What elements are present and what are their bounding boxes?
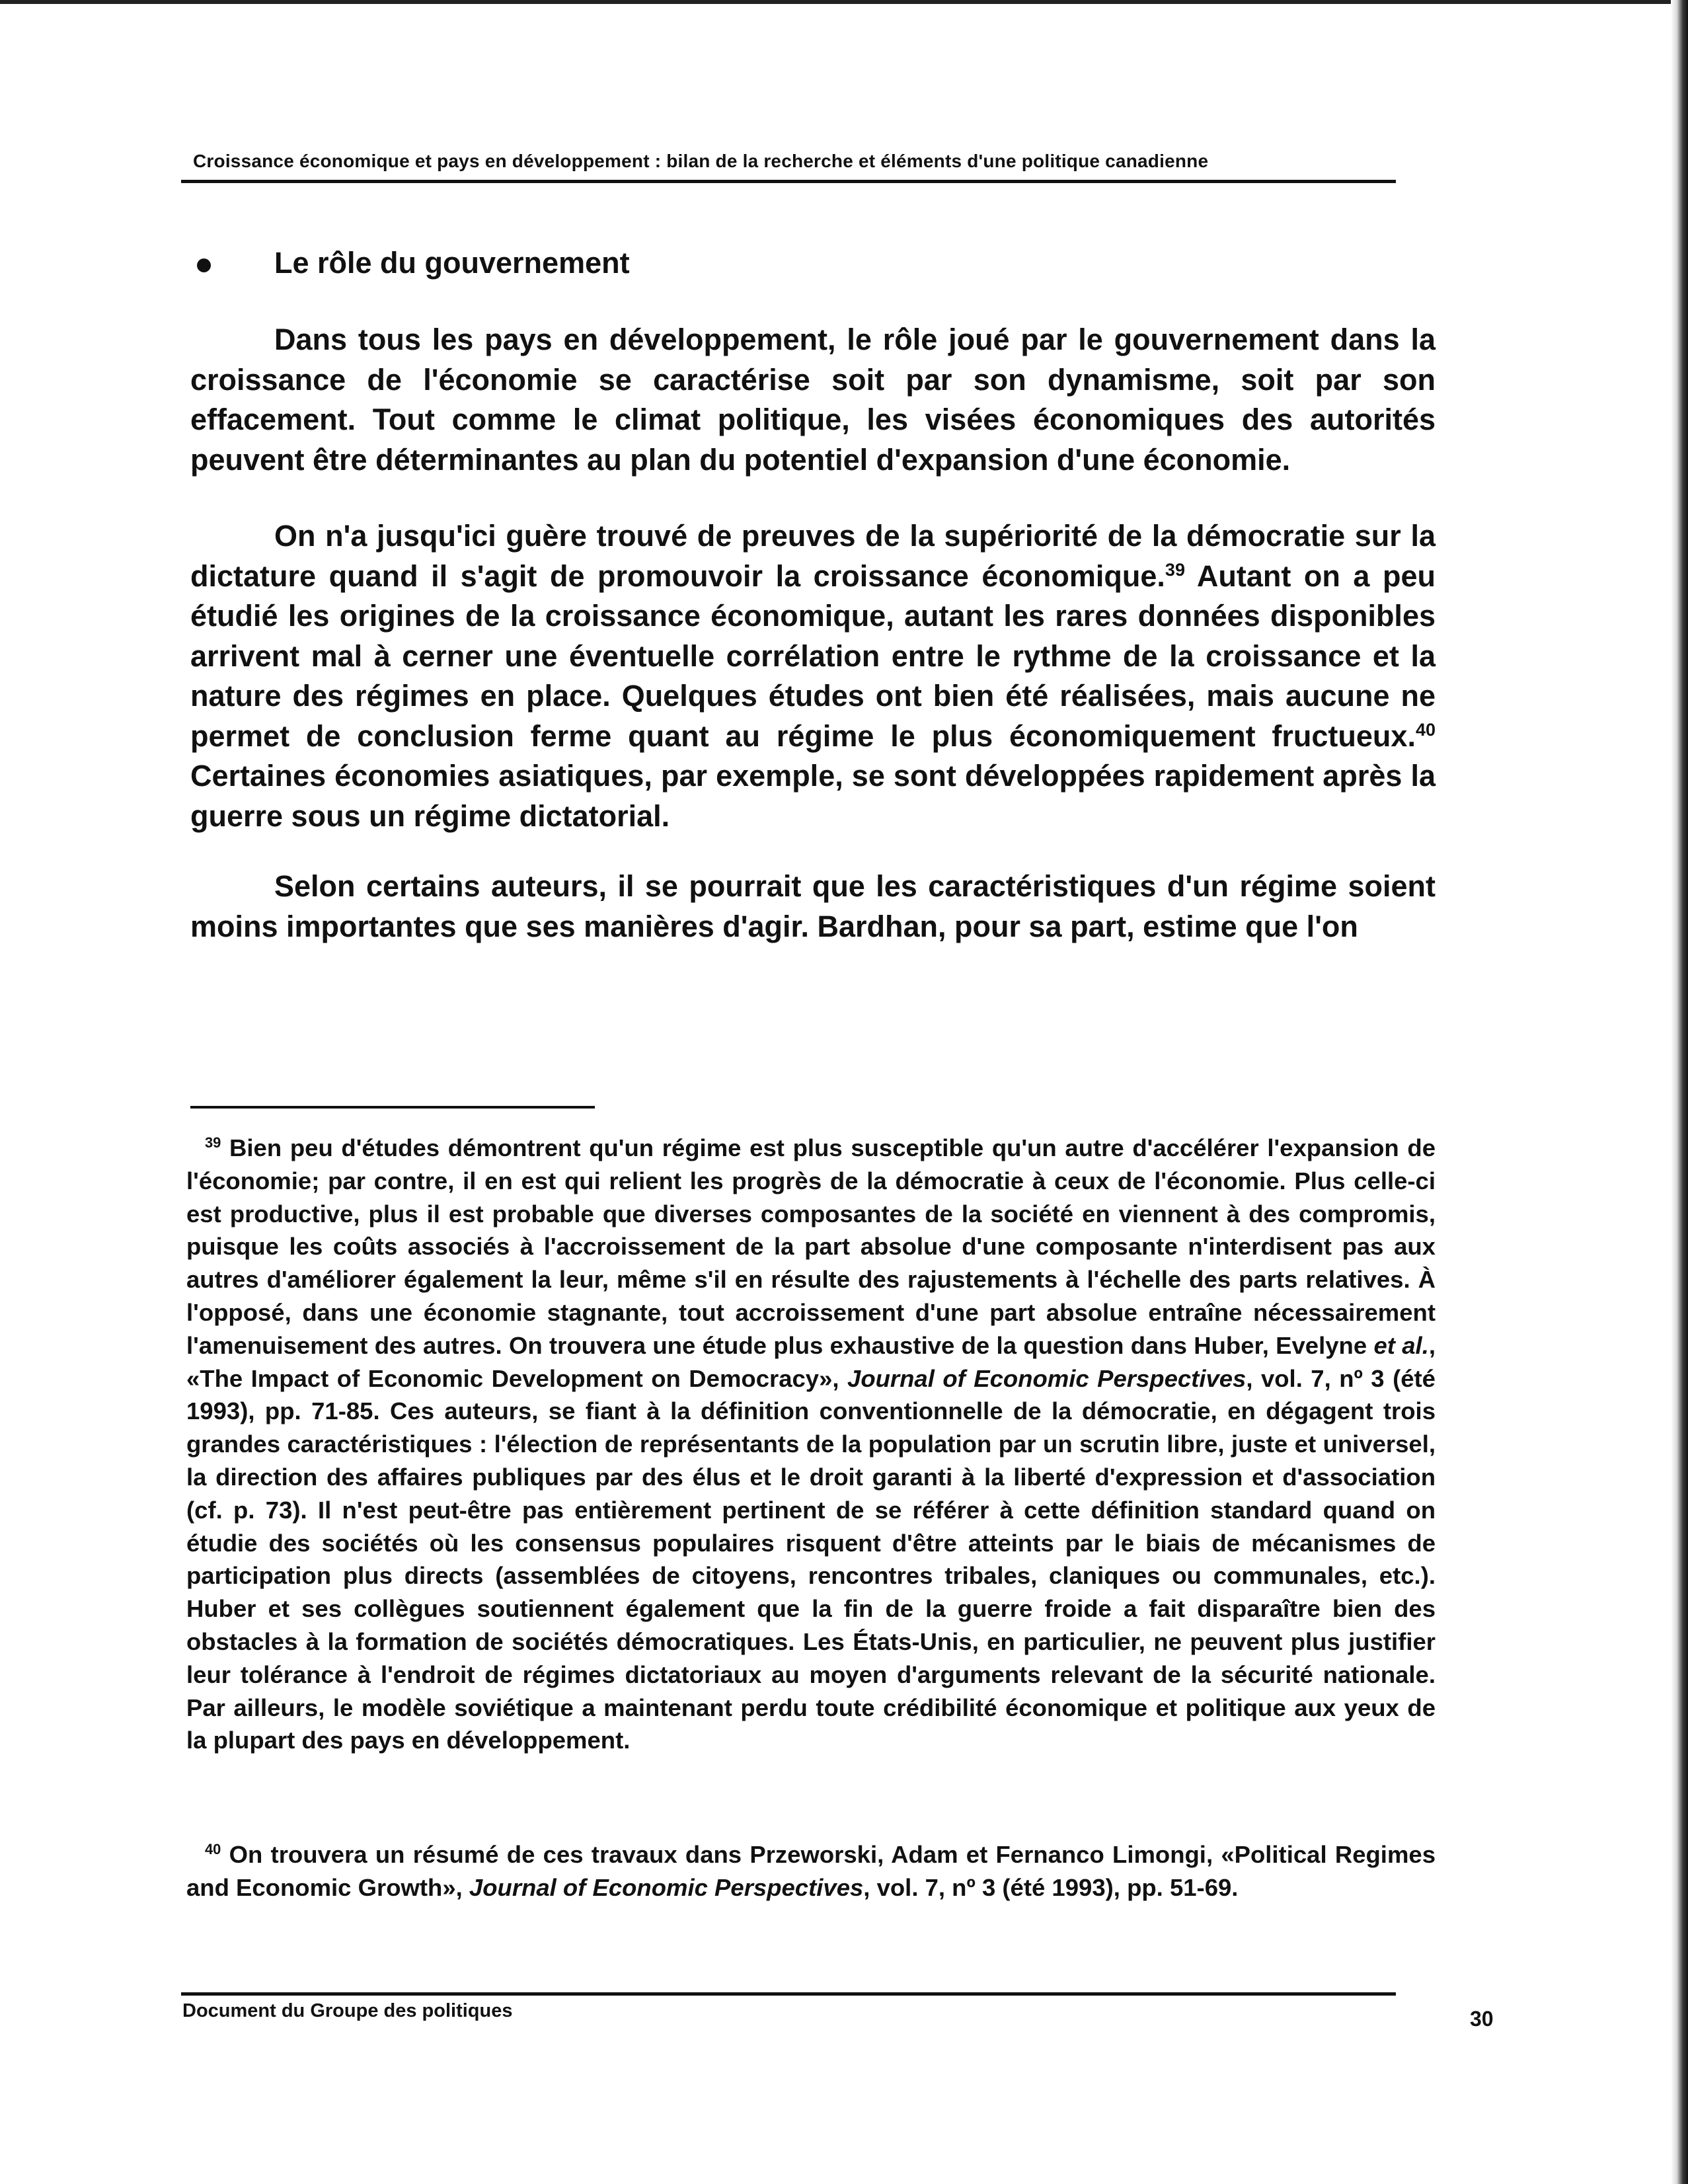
- footnote-39-text-b: , «The Impact of Economic Development on Democracy»,: [186, 1331, 1436, 1392]
- footnote-39-text-a: Bien peu d'études démontrent qu'un régime est plus susceptible qu'un autre d'accélérer l'expansion de l'économie; par contre, il en est qui relient les progrès de la démocratie à ceux de l'économie. Plus celle-ci est productive, plus il est probable que diverses composantes de la société en viennent à des compromis, puisque les coûts associés à l'accroissement de la part absolue d'une composante n'interdisent pas aux autres d'améliorer également la leur, même s'il en résulte des rajustements à l'échelle des parts relatives. À l'opposé, dans une économie stagnante, tout accroissement d'une part absolue entraîne nécessairement l'amenuisement des autres. On trouvera une étude plus exhaustive de la question dans Huber, Evelyne: [186, 1134, 1436, 1359]
- footnote-39-number: 39: [205, 1134, 221, 1151]
- paragraph-3: [190, 867, 1436, 947]
- footer-label: Document du Groupe des politiques: [182, 2000, 513, 2021]
- scan-right-edge: [1671, 0, 1688, 2184]
- footnote-40: [186, 1838, 1436, 1904]
- paragraph-3-text: Selon certains auteurs, il se pourrait que les caractéristiques d'un régime soient moins importantes que ses manières d'agir. Bardhan, pour sa part, estime que l'on: [190, 869, 1436, 943]
- paragraph-1: [190, 320, 1436, 480]
- footnote-40-number: 40: [205, 1840, 221, 1857]
- scan-top-edge: [0, 0, 1688, 4]
- footnote-separator: [190, 1106, 595, 1109]
- footnote-39-italic-b: Journal of Economic Perspectives: [847, 1364, 1247, 1392]
- paragraph-2-text-c: Certaines économies asiatiques, par exemple, se sont développées rapidement après la guerre sous un régime dictatorial.: [190, 759, 1436, 833]
- footnote-40-text-a: On trouvera un résumé de ces travaux dans Przeworski, Adam et Fernanco Limongi, «Political Regimes and Economic Growth»,: [186, 1841, 1436, 1901]
- paragraph-2-text-a: On n'a jusqu'ici guère trouvé de preuves de la supériorité de la démocratie sur la dictature quand il s'agit de promouvoir la croissance économique.: [190, 519, 1436, 593]
- footnote-40-text-b: , vol. 7, nº 3 (été 1993), pp. 51-69.: [863, 1873, 1239, 1901]
- header-rule: [181, 180, 1396, 183]
- footnote-40-italic-a: Journal of Economic Perspectives: [469, 1873, 864, 1901]
- footnote-39-italic-a: et al.: [1373, 1331, 1429, 1359]
- footnote-ref-40: 40: [1415, 719, 1436, 740]
- running-header: Croissance économique et pays en développement : bilan de la recherche et éléments d'une politique canadienne: [193, 151, 1209, 171]
- footnote-ref-39: 39: [1165, 559, 1185, 580]
- page-number: 30: [1470, 2007, 1494, 2031]
- paragraph-1-text: Dans tous les pays en développement, le rôle joué par le gouvernement dans la croissance de l'économie se caractérise soit par son dynamisme, soit par son effacement. Tout comme le climat politique, les visées économiques des autorités peuvent être déterminantes au plan du potentiel d'expansion d'une économie.: [190, 323, 1436, 477]
- paragraph-2: [190, 516, 1436, 836]
- footer-rule: [181, 1992, 1396, 1996]
- bullet-icon: [197, 258, 211, 272]
- paragraph-2-text-b: Autant on a peu étudié les origines de la croissance économique, autant les rares données disponibles arrivent mal à cerner une éventuelle corrélation entre le rythme de la croissance et la nature des régimes en place. Quelques études ont bien été réalisées, mais aucune ne permet de conclusion ferme quant au régime le plus économiquement fructueux.: [190, 559, 1436, 753]
- section-title: Le rôle du gouvernement: [274, 246, 630, 280]
- footnote-39: [186, 1132, 1436, 1757]
- footnote-39-text-c: , vol. 7, nº 3 (été 1993), pp. 71-85. Ces auteurs, se fiant à la définition conventionnelle de la démocratie, en dégagent trois grandes caractéristiques : l'élection de représentants de la population par un scrutin libre, juste et universel, la direction des affaires publiques par des élus et le droit garanti à la liberté d'expression et d'association (cf. p. 73). Il n'est peut-être pas entièrement pertinent de se référer à cette définition standard quand on étudie des sociétés où les consensus populaires risquent d'être atteints par le biais de mécanismes de participation plus directs (assemblées de citoyens, rencontres tribales, claniques ou communales, etc.). Huber et ses collègues soutiennent également que la fin de la guerre froide a fait disparaître bien des obstacles à la formation de sociétés démocratiques. Les États-Unis, en particulier, ne peuvent plus justifier leur tolérance à l'endroit de régimes dictatoriaux au moyen d'arguments relevant de la sécurité nationale. Par ailleurs, le modèle soviétique a maintenant perdu toute crédibilité économique et politique aux yeux de la plupart des pays en développement.: [186, 1364, 1436, 1754]
